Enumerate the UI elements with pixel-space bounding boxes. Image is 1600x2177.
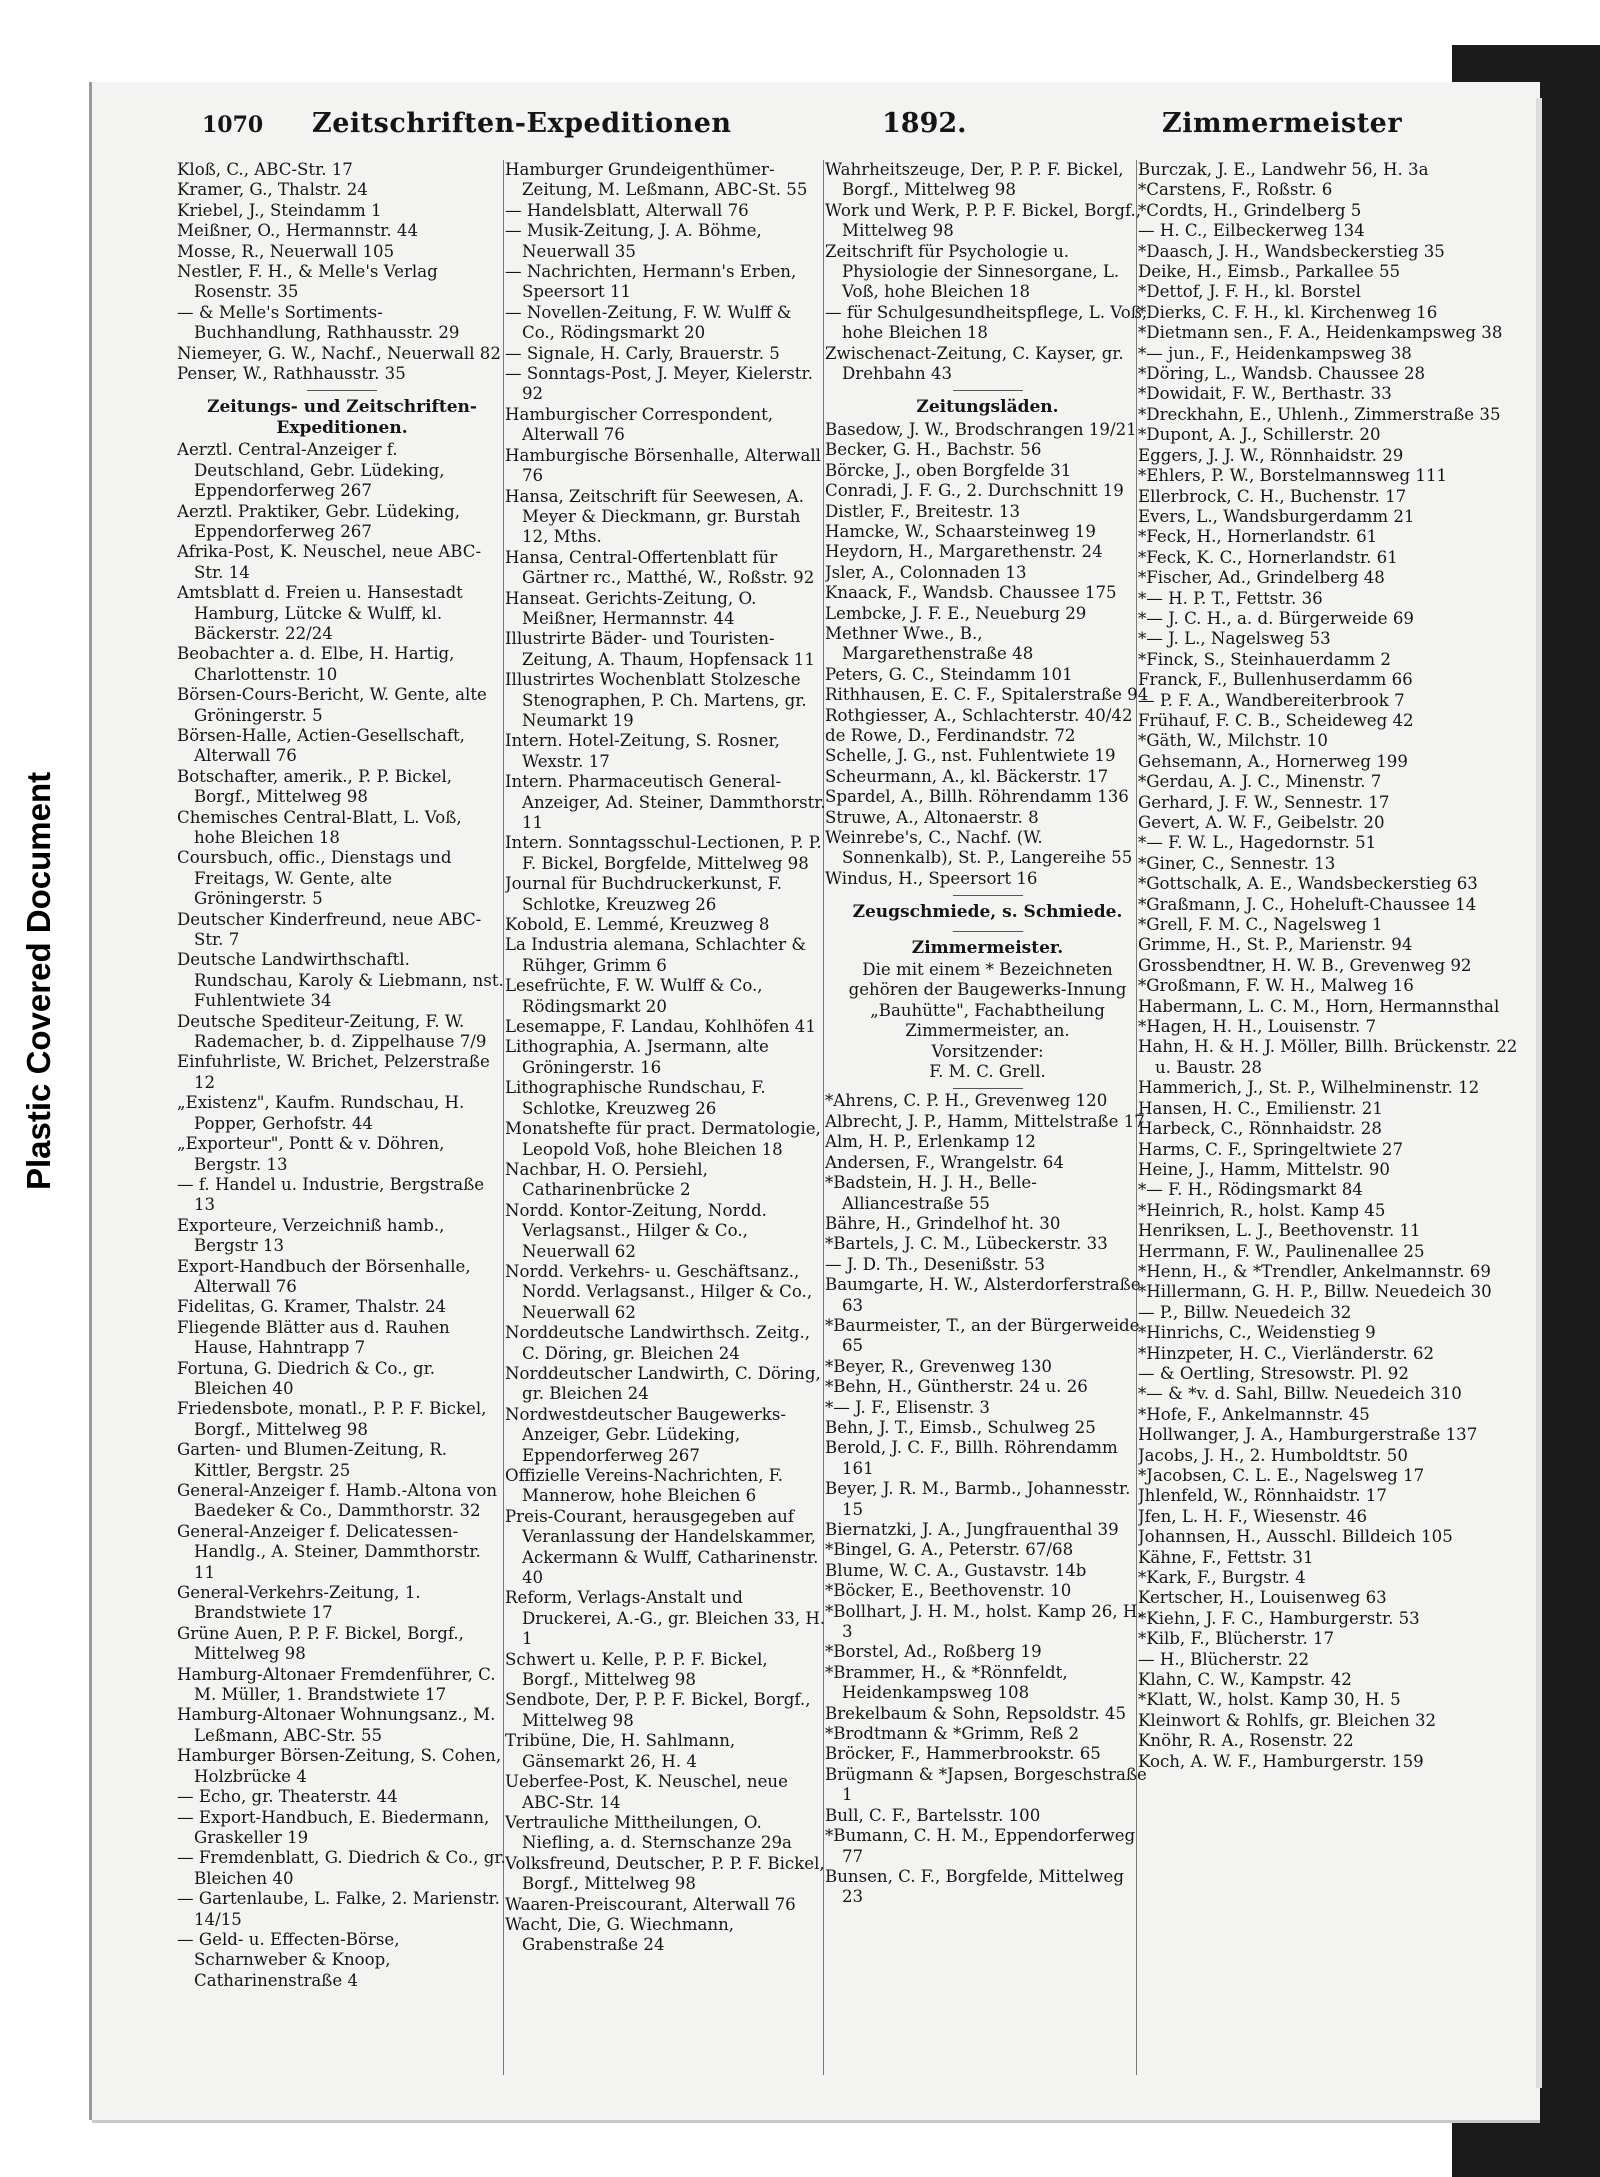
directory-entry: — Echo, gr. Theaterstr. 44 bbox=[177, 1787, 398, 1807]
directory-entry: Harms, C. F., Springeltwiete 27 bbox=[1138, 1139, 1404, 1159]
section-intro: Die mit einem * Bezeichneten gehören der Baugewerks-Innung „Bauhütte", Fachabtheilung Zimmermeister, an. bbox=[848, 960, 1127, 1041]
directory-entry: — P., Billw. Neuedeich 32 bbox=[1138, 1302, 1352, 1322]
directory-entry: *Dowidait, F. W., Berthastr. 33 bbox=[1138, 384, 1392, 404]
directory-entry: *Gerdau, A. J. C., Minenstr. 7 bbox=[1138, 772, 1382, 792]
directory-entry: Kleinwort & Rohlfs, gr. Bleichen 32 bbox=[1138, 1710, 1437, 1730]
directory-entry: Garten- und Blumen-Zeitung, R. Kittler, Bergstr. 25 bbox=[177, 1440, 448, 1480]
directory-entry: Hansen, H. C., Emilienstr. 21 bbox=[1138, 1098, 1383, 1118]
page-title: Zeitschriften-Expeditionen bbox=[312, 108, 732, 139]
directory-entry: Hollwanger, J. A., Hamburgerstraße 137 bbox=[1138, 1425, 1478, 1445]
directory-entry: *Hinrichs, C., Weidenstieg 9 bbox=[1138, 1323, 1376, 1343]
directory-entry: *Dietmann sen., F. A., Heidenkampsweg 38 bbox=[1138, 323, 1503, 343]
directory-entry: — P. F. A., Wandbereiterbrook 7 bbox=[1138, 690, 1405, 710]
directory-entry: Henriksen, L. J., Beethovenstr. 11 bbox=[1138, 1221, 1421, 1241]
directory-entry: Biernatzki, J. A., Jungfrauenthal 39 bbox=[825, 1520, 1119, 1539]
directory-entry: *Bollhart, J. H. M., holst. Kamp 26, H. 3 bbox=[825, 1601, 1143, 1642]
directory-entry: — H., Blücherstr. 22 bbox=[1138, 1649, 1310, 1669]
directory-entry: *Cordts, H., Grindelberg 5 bbox=[1138, 200, 1362, 220]
directory-entry: Methner Wwe., B., Margarethenstraße 48 bbox=[825, 623, 1034, 664]
directory-entry: Kloß, C., ABC-Str. 17 bbox=[177, 160, 353, 179]
entry-list bbox=[505, 160, 827, 1956]
section-rule bbox=[953, 931, 1023, 932]
section-rule bbox=[953, 895, 1023, 896]
section-rule bbox=[307, 390, 377, 391]
directory-entry: La Industria alemana, Schlachter & Rühger, Grimm 6 bbox=[505, 935, 807, 975]
entry-list bbox=[177, 440, 507, 1991]
column-3 bbox=[825, 160, 1150, 2090]
directory-entry: Harbeck, C., Rönnhaidstr. 28 bbox=[1138, 1119, 1382, 1139]
directory-entry: *Gottschalk, A. E., Wandsbeckerstieg 63 bbox=[1138, 874, 1478, 894]
directory-entry: Norddeutsche Landwirthsch. Zeitg., C. Döring, gr. Bleichen 24 bbox=[505, 1323, 811, 1363]
directory-entry: Brekelbaum & Sohn, Repsoldstr. 45 bbox=[825, 1703, 1126, 1723]
directory-entry: Fortuna, G. Diedrich & Co., gr. Bleichen 40 bbox=[177, 1358, 436, 1398]
directory-entry: — Handelsblatt, Alterwall 76 bbox=[505, 200, 749, 220]
directory-entry: *— F. H., Rödingsmarkt 84 bbox=[1138, 1180, 1363, 1200]
directory-entry: Blume, W. C. A., Gustavstr. 14b bbox=[825, 1560, 1087, 1580]
directory-entry: Lembcke, J. F. E., Neueburg 29 bbox=[825, 603, 1087, 623]
directory-entry: Jsler, A., Colonnaden 13 bbox=[825, 562, 1027, 582]
directory-entry: *Klatt, W., holst. Kamp 30, H. 5 bbox=[1138, 1690, 1401, 1710]
directory-entry: — & Oertling, Stresowstr. Pl. 92 bbox=[1138, 1363, 1409, 1383]
entry-list bbox=[177, 160, 507, 384]
directory-entry: — für Schulgesundheitspflege, L. Voß, hohe Bleichen 18 bbox=[825, 302, 1148, 343]
directory-entry: Chemisches Central-Blatt, L. Voß, hohe Bleichen 18 bbox=[177, 807, 462, 847]
directory-entry: Hansa, Zeitschrift für Seewesen, A. Meyer & Dieckmann, gr. Burstah 12, Mths. bbox=[505, 486, 805, 547]
chair-label: Vorsitzender: bbox=[931, 1041, 1044, 1061]
directory-entry: Amtsblatt d. Freien u. Hansestadt Hamburg, Lütcke & Wulff, kl. Bäckerstr. 22/24 bbox=[177, 583, 463, 643]
directory-entry: General-Anzeiger f. Hamb.-Altona von Baedeker & Co., Dammthorstr. 32 bbox=[177, 1481, 498, 1521]
directory-entry: *— F. W. L., Hagedornstr. 51 bbox=[1138, 833, 1377, 853]
directory-entry: Gehsemann, A., Hornerweg 199 bbox=[1138, 751, 1408, 771]
directory-entry: *Hillermann, G. H. P., Billw. Neuedeich 30 bbox=[1138, 1282, 1492, 1302]
directory-entry: Knaack, F., Wandsb. Chaussee 175 bbox=[825, 583, 1117, 603]
directory-entry: Hamburg-Altonaer Wohnungsanz., M. Leßmann, ABC-Str. 55 bbox=[177, 1705, 496, 1745]
directory-entry: Aerztl. Central-Anzeiger f. Deutschland, Gebr. Lüdeking, Eppendorferweg 267 bbox=[177, 440, 445, 501]
directory-entry: *Badstein, H. J. H., Belle-Alliancestraße 55 bbox=[825, 1173, 1037, 1213]
section-rule bbox=[953, 390, 1023, 391]
directory-entry: *Baurmeister, T., an der Bürgerweide 65 bbox=[825, 1315, 1140, 1356]
directory-entry: Kramer, G., Thalstr. 24 bbox=[177, 180, 368, 200]
directory-entry: Berold, J. C. F., Billh. Röhrendamm 161 bbox=[825, 1438, 1118, 1478]
directory-entry: Hamburger Börsen-Zeitung, S. Cohen, Holzbrücke 4 bbox=[177, 1746, 502, 1786]
column-1 bbox=[177, 160, 507, 2090]
directory-entry: — Fremdenblatt, G. Diedrich & Co., gr. Bleichen 40 bbox=[177, 1848, 506, 1888]
directory-entry: Schwert u. Kelle, P. P. F. Bickel, Borgf., Mittelweg 98 bbox=[505, 1649, 768, 1690]
directory-entry: Kobold, E. Lemmé, Kreuzweg 8 bbox=[505, 915, 770, 935]
entry-list bbox=[825, 1091, 1150, 1907]
directory-entry: Wahrheitszeuge, Der, P. P. F. Bickel, Borgf., Mittelweg 98 bbox=[825, 160, 1124, 200]
entry-list bbox=[1138, 160, 1532, 1772]
directory-entry: Grimme, H., St. P., Marienstr. 94 bbox=[1138, 935, 1413, 955]
directory-entry: Johannsen, H., Ausschl. Billdeich 105 bbox=[1138, 1527, 1453, 1547]
directory-entry: *Ahrens, C. P. H., Grevenweg 120 bbox=[825, 1091, 1108, 1111]
directory-entry: Zeitschrift für Psychologie u. Physiologie der Sinnesorgane, L. Voß, hohe Bleichen 18 bbox=[825, 241, 1120, 302]
directory-entry: Hamburgischer Correspondent, Alterwall 76 bbox=[505, 404, 774, 445]
directory-entry: Rothgiesser, A., Schlachterstr. 40/42 bbox=[825, 705, 1133, 725]
section-heading: Zeugschmiede, s. Schmiede. bbox=[852, 902, 1123, 923]
directory-entry: Alm, H. P., Erlenkamp 12 bbox=[825, 1132, 1036, 1152]
directory-entry: Bähre, H., Grindelhof ht. 30 bbox=[825, 1213, 1061, 1233]
directory-entry: Vertrauliche Mittheilungen, O. Niefling, a. d. Sternschanze 29a bbox=[505, 1812, 792, 1853]
directory-entry: Brügmann & *Japsen, Borgeschstraße 1 bbox=[825, 1764, 1147, 1805]
directory-entry: *Feck, H., Hornerlandstr. 61 bbox=[1138, 527, 1378, 547]
directory-entry: Grüne Auen, P. P. F. Bickel, Borgf., Mittelweg 98 bbox=[177, 1623, 464, 1664]
directory-entry: Basedow, J. W., Brodschrangen 19/21 bbox=[825, 419, 1137, 439]
directory-entry: Volksfreund, Deutscher, P. P. F. Bickel, Borgf., Mittelweg 98 bbox=[505, 1853, 825, 1894]
directory-entry: *Carstens, F., Roßstr. 6 bbox=[1138, 180, 1333, 200]
directory-entry: *Bumann, C. H. M., Eppendorferweg 77 bbox=[825, 1826, 1136, 1866]
directory-entry: Einfuhrliste, W. Brichet, Pelzerstraße 12 bbox=[177, 1052, 490, 1092]
directory-entry: *Daasch, J. H., Wandsbeckerstieg 35 bbox=[1138, 241, 1445, 261]
directory-entry: *Ehlers, P. W., Borstelmannsweg 111 bbox=[1138, 466, 1448, 486]
directory-entry: Exporteure, Verzeichniß hamb., Bergstr 13 bbox=[177, 1215, 445, 1256]
directory-entry: *Behn, H., Güntherstr. 24 u. 26 bbox=[825, 1377, 1088, 1397]
directory-entry: Struwe, A., Altonaerstr. 8 bbox=[825, 807, 1039, 827]
section-rule bbox=[953, 1088, 1023, 1089]
directory-entry: Börsen-Halle, Actien-Gesellschaft, Alterwall 76 bbox=[177, 725, 465, 766]
directory-entry: *Döring, L., Wandsb. Chaussee 28 bbox=[1138, 364, 1426, 384]
directory-entry: Gevert, A. W. F., Geibelstr. 20 bbox=[1138, 813, 1385, 832]
directory-entry: Nachbar, H. O. Persiehl, Catharinenbrücke 2 bbox=[505, 1159, 708, 1200]
directory-entry: Hamburgische Börsenhalle, Alterwall 76 bbox=[505, 445, 821, 486]
directory-entry: — Export-Handbuch, E. Biedermann, Graskeller 19 bbox=[177, 1807, 490, 1847]
directory-entry: Waaren-Preiscourant, Alterwall 76 bbox=[505, 1894, 796, 1914]
directory-entry: *Großmann, F. W. H., Malweg 16 bbox=[1138, 976, 1414, 996]
column-4 bbox=[1138, 160, 1532, 2090]
directory-entry: *— J. F., Elisenstr. 3 bbox=[825, 1397, 990, 1417]
directory-entry: *Bingel, G. A., Peterstr. 67/68 bbox=[825, 1540, 1074, 1560]
directory-entry: General-Verkehrs-Zeitung, 1. Brandstwiete 17 bbox=[177, 1583, 421, 1623]
page-header bbox=[202, 102, 1502, 148]
directory-entry: Penser, W., Rathhausstr. 35 bbox=[177, 364, 406, 384]
directory-entry: Jhlenfeld, W., Rönnhaidstr. 17 bbox=[1138, 1486, 1387, 1506]
directory-entry: Bröcker, F., Hammerbrookstr. 65 bbox=[825, 1744, 1101, 1764]
directory-entry: Fidelitas, G. Kramer, Thalstr. 24 bbox=[177, 1297, 447, 1317]
directory-entry: *Hinzpeter, H. C., Vierländerstr. 62 bbox=[1138, 1343, 1435, 1363]
page-year: 1892. bbox=[882, 108, 967, 139]
directory-entry: Mosse, R., Neuerwall 105 bbox=[177, 241, 395, 261]
directory-entry: *— J. L., Nagelsweg 53 bbox=[1138, 629, 1331, 649]
directory-entry: Lesemappe, F. Landau, Kohlhöfen 41 bbox=[505, 1017, 816, 1037]
directory-entry: Schelle, J. G., nst. Fuhlentwiete 19 bbox=[825, 746, 1116, 766]
directory-entry: Monatshefte für pract. Dermatologie, Leopold Voß, hohe Bleichen 18 bbox=[505, 1119, 821, 1159]
directory-entry: *Dierks, C. F. H., kl. Kirchenweg 16 bbox=[1138, 302, 1438, 322]
directory-entry: Kähne, F., Fettstr. 31 bbox=[1138, 1547, 1314, 1567]
directory-entry: Lesefrüchte, F. W. Wulff & Co., Rödingsmarkt 20 bbox=[505, 976, 763, 1016]
directory-entry: *Kark, F., Burgstr. 4 bbox=[1138, 1568, 1306, 1588]
directory-entry: *Grell, F. M. C., Nagelsweg 1 bbox=[1138, 915, 1383, 935]
directory-entry: Intern. Sonntagsschul-Lectionen, P. P. F. Bickel, Borgfelde, Mittelweg 98 bbox=[505, 833, 822, 873]
directory-entry: Norddeutscher Landwirth, C. Döring, gr. Bleichen 24 bbox=[505, 1363, 821, 1404]
directory-entry: Niemeyer, G. W., Nachf., Neuerwall 82 bbox=[177, 343, 501, 363]
directory-entry: *Graßmann, J. C., Hoheluft-Chaussee 14 bbox=[1138, 894, 1477, 914]
column-2 bbox=[505, 160, 827, 2090]
directory-entry: Herrmann, F. W., Paulinenallee 25 bbox=[1138, 1241, 1425, 1261]
directory-entry: Hahn, H. & H. J. Möller, Billh. Brückenstr. 22 u. Baustr. 28 bbox=[1138, 1037, 1518, 1077]
directory-entry: Deutscher Kinderfreund, neue ABC-Str. 7 bbox=[177, 909, 482, 950]
directory-entry: Heydorn, H., Margarethenstr. 24 bbox=[825, 542, 1103, 562]
directory-entry: — Nachrichten, Hermann's Erben, Speersort 11 bbox=[505, 262, 797, 302]
directory-entry: Börcke, J., oben Borgfelde 31 bbox=[825, 460, 1072, 480]
directory-entry: Friedensbote, monatl., P. P. F. Bickel, Borgf., Mittelweg 98 bbox=[177, 1399, 487, 1439]
directory-entry: *— H. P. T., Fettstr. 36 bbox=[1138, 588, 1323, 608]
directory-entry: de Rowe, D., Ferdinandstr. 72 bbox=[825, 725, 1076, 745]
directory-entry: Andersen, F., Wrangelstr. 64 bbox=[825, 1152, 1064, 1172]
directory-entry: *Hagen, H. H., Louisenstr. 7 bbox=[1138, 1017, 1377, 1037]
directory-entry: Habermann, L. C. M., Horn, Hermannsthal bbox=[1138, 996, 1500, 1016]
directory-entry: — Novellen-Zeitung, F. W. Wulff & Co., Rödingsmarkt 20 bbox=[505, 302, 792, 343]
directory-entry: *Brodtmann & *Grimm, Reß 2 bbox=[825, 1724, 1080, 1744]
directory-entry: General-Anzeiger f. Delicatessen-Handlg., A. Steiner, Dammthorstr. 11 bbox=[177, 1521, 481, 1582]
directory-entry: — Gartenlaube, L. Falke, 2. Marienstr. 14/15 bbox=[177, 1889, 500, 1929]
directory-entry: Heine, J., Hamm, Mittelstr. 90 bbox=[1138, 1159, 1390, 1179]
directory-entry: — Geld- u. Effecten-Börse, Scharnweber & Knoop, Catharinenstraße 4 bbox=[177, 1929, 400, 1990]
directory-entry: Behn, J. T., Eimsb., Schulweg 25 bbox=[825, 1417, 1096, 1437]
directory-entry: *Kiehn, J. F. C., Hamburgerstr. 53 bbox=[1138, 1608, 1420, 1628]
directory-entry: *Dupont, A. J., Schillerstr. 20 bbox=[1138, 425, 1381, 445]
directory-entry: Jfen, L. H. F., Wiesenstr. 46 bbox=[1138, 1506, 1368, 1526]
directory-entry: Weinrebe's, C., Nachf. (W. Sonnenkalb), St. P., Langereihe 55 bbox=[825, 828, 1133, 868]
directory-entry: *Borstel, Ad., Roßberg 19 bbox=[825, 1642, 1042, 1662]
directory-entry: — & Melle's Sortiments-Buchhandlung, Rathhausstr. 29 bbox=[177, 302, 460, 343]
section-heading: Zeitungs- und Zeitschriften-Expeditionen. bbox=[207, 397, 477, 438]
entry-list bbox=[825, 420, 1150, 889]
directory-entry: *Heinrich, R., holst. Kamp 45 bbox=[1138, 1200, 1386, 1220]
directory-entry: „Existenz", Kaufm. Rundschau, H. Popper, Gerhofstr. 44 bbox=[177, 1093, 465, 1133]
directory-entry: Preis-Courant, herausgegeben auf Veranlassung der Handelskammer, Ackermann & Wulff, Catharinenstr. 40 bbox=[505, 1506, 819, 1588]
directory-entry: Klahn, C. W., Kampstr. 42 bbox=[1138, 1670, 1352, 1690]
directory-entry: Bunsen, C. F., Borgfelde, Mittelweg 23 bbox=[825, 1866, 1124, 1907]
directory-entry: *Gäth, W., Milchstr. 10 bbox=[1138, 731, 1328, 751]
directory-entry: Work und Werk, P. P. F. Bickel, Borgf., Mittelweg 98 bbox=[825, 200, 1142, 241]
directory-entry: Albrecht, J. P., Hamm, Mittelstraße 17 bbox=[825, 1111, 1145, 1131]
directory-entry: Grossbendtner, H. W. B., Grevenweg 92 bbox=[1138, 955, 1472, 975]
directory-entry: Offizielle Vereins-Nachrichten, F. Mannerow, hohe Bleichen 6 bbox=[505, 1466, 783, 1506]
directory-entry: — H. C., Eilbeckerweg 134 bbox=[1138, 221, 1365, 241]
directory-entry: *Hofe, F., Ankelmannstr. 45 bbox=[1138, 1404, 1370, 1424]
directory-entry: Hamcke, W., Schaarsteinweg 19 bbox=[825, 521, 1096, 541]
page-right-title: Zimmermeister bbox=[1162, 108, 1403, 139]
directory-entry: Jacobs, J. H., 2. Humboldtstr. 50 bbox=[1138, 1445, 1408, 1465]
directory-entry: Nordd. Verkehrs- u. Geschäftsanz., Nordd. Verlagsanst., Hilger & Co., Neuerwall 62 bbox=[505, 1261, 813, 1322]
directory-entry: — Sonntags-Post, J. Meyer, Kielerstr. 92 bbox=[505, 364, 813, 404]
directory-entry: — f. Handel u. Industrie, Bergstraße 13 bbox=[177, 1174, 485, 1215]
directory-entry: — J. D. Th., Desenißstr. 53 bbox=[825, 1254, 1046, 1274]
directory-entry: Deike, H., Eimsb., Parkallee 55 bbox=[1138, 262, 1401, 282]
directory-entry: Hamburg-Altonaer Fremdenführer, C. M. Müller, 1. Brandstwiete 17 bbox=[177, 1664, 496, 1705]
directory-entry: Journal für Buchdruckerkunst, F. Schlotke, Kreuzweg 26 bbox=[505, 874, 783, 914]
directory-entry: *— & *v. d. Sahl, Billw. Neuedeich 310 bbox=[1138, 1384, 1462, 1404]
directory-entry: Baumgarte, H. W., Alsterdorferstraße 63 bbox=[825, 1275, 1141, 1315]
directory-entry: Koch, A. W. F., Hamburgerstr. 159 bbox=[1138, 1751, 1424, 1771]
directory-entry: Meißner, O., Hermannstr. 44 bbox=[177, 221, 419, 241]
directory-entry: *Fischer, Ad., Grindelberg 48 bbox=[1138, 568, 1385, 588]
directory-entry: Intern. Pharmaceutisch General-Anzeiger, Ad. Steiner, Dammthorstr. 11 bbox=[505, 772, 826, 832]
directory-entry: Botschafter, amerik., P. P. Bickel, Borgf., Mittelweg 98 bbox=[177, 766, 453, 807]
directory-entry: Knöhr, R. A., Rosenstr. 22 bbox=[1138, 1731, 1354, 1751]
directory-entry: *Dettof, J. F. H., kl. Borstel bbox=[1138, 282, 1361, 302]
chair-name: F. M. C. Grell. bbox=[929, 1062, 1046, 1082]
directory-entry: Evers, L., Wandsburgerdamm 21 bbox=[1138, 506, 1415, 526]
directory-entry: *Brammer, H., & *Rönnfeldt, Heidenkampsweg 108 bbox=[825, 1662, 1068, 1703]
directory-entry: Deutsche Spediteur-Zeitung, F. W. Rademacher, b. d. Zippelhause 7/9 bbox=[177, 1011, 487, 1052]
directory-entry: Bull, C. F., Bartelsstr. 100 bbox=[825, 1805, 1041, 1825]
directory-entry: *Beyer, R., Grevenweg 130 bbox=[825, 1356, 1052, 1376]
directory-entry: Hammerich, J., St. P., Wilhelminenstr. 12 bbox=[1138, 1078, 1480, 1098]
directory-entry: Aerztl. Praktiker, Gebr. Lüdeking, Eppendorferweg 267 bbox=[177, 501, 461, 541]
directory-entry: Zwischenact-Zeitung, C. Kayser, gr. Drehbahn 43 bbox=[825, 343, 1124, 384]
directory-entry: Lithographia, A. Jsermann, alte Gröningerstr. 16 bbox=[505, 1037, 769, 1077]
directory-entry: Gerhard, J. F. W., Sennestr. 17 bbox=[1138, 792, 1390, 812]
directory-entry: Hanseat. Gerichts-Zeitung, O. Meißner, Hermannstr. 44 bbox=[505, 588, 757, 628]
directory-entry: Afrika-Post, K. Neuschel, neue ABC-Str. 14 bbox=[177, 542, 482, 582]
directory-entry: Deutsche Landwirthschaftl. Rundschau, Karoly & Liebmann, nst. Fuhlentwiete 34 bbox=[177, 950, 504, 1011]
directory-entry: Nordd. Kontor-Zeitung, Nordd. Verlagsanst., Hilger & Co., Neuerwall 62 bbox=[505, 1200, 767, 1261]
directory-entry: Burczak, J. E., Landwehr 56, H. 3a bbox=[1138, 160, 1429, 179]
directory-entry: *Böcker, E., Beethovenstr. 10 bbox=[825, 1581, 1072, 1601]
directory-entry: Intern. Hotel-Zeitung, S. Rosner, Wexstr. 17 bbox=[505, 731, 780, 771]
directory-entry: Distler, F., Breitestr. 13 bbox=[825, 501, 1021, 521]
directory-entry: Illustrirte Bäder- und Touristen-Zeitung, A. Thaum, Hopfensack 11 bbox=[505, 629, 815, 669]
entry-list bbox=[825, 160, 1150, 384]
directory-entry: *Jacobsen, C. L. E., Nagelsweg 17 bbox=[1138, 1466, 1425, 1485]
directory-entry: *— jun., F., Heidenkampsweg 38 bbox=[1138, 343, 1412, 363]
directory-entry: Frühauf, F. C. B., Scheideweg 42 bbox=[1138, 710, 1414, 730]
directory-entry: Hamburger Grundeigenthümer-Zeitung, M. Leßmann, ABC-St. 55 bbox=[505, 160, 808, 200]
directory-entry: — Signale, H. Carly, Brauerstr. 5 bbox=[505, 343, 780, 363]
section-heading: Zeitungsläden. bbox=[916, 397, 1059, 418]
directory-entry: Nordwestdeutscher Baugewerks-Anzeiger, Gebr. Lüdeking, Eppendorferweg 267 bbox=[505, 1404, 786, 1465]
document-page bbox=[92, 82, 1540, 2120]
directory-entry: *Bartels, J. C. M., Lübeckerstr. 33 bbox=[825, 1234, 1108, 1254]
directory-entry: Coursbuch, offic., Dienstags und Freitags, W. Gente, alte Gröningerstr. 5 bbox=[177, 848, 452, 909]
directory-entry: Becker, G. H., Bachstr. 56 bbox=[825, 440, 1042, 460]
directory-entry: Illustrirtes Wochenblatt Stolzesche Stenographen, P. Ch. Martens, gr. Neumarkt 19 bbox=[505, 670, 807, 730]
directory-entry: Ueberfee-Post, K. Neuschel, neue ABC-Str. 14 bbox=[505, 1772, 788, 1812]
directory-entry: *Giner, C., Sennestr. 13 bbox=[1138, 853, 1336, 873]
directory-entry: Sendbote, Der, P. P. F. Bickel, Borgf., Mittelweg 98 bbox=[505, 1690, 811, 1730]
directory-entry: Spardel, A., Billh. Röhrendamm 136 bbox=[825, 787, 1129, 807]
directory-entry: *Dreckhahn, E., Uhlenh., Zimmerstraße 35 bbox=[1138, 404, 1501, 424]
directory-entry: *Kilb, F., Blücherstr. 17 bbox=[1138, 1629, 1335, 1649]
directory-entry: *— J. C. H., a. d. Bürgerweide 69 bbox=[1138, 608, 1414, 628]
directory-entry: Hansa, Central-Offertenblatt für Gärtner rc., Matthé, W., Roßstr. 92 bbox=[505, 547, 815, 588]
directory-entry: Nestler, F. H., & Melle's Verlag Rosenstr. 35 bbox=[177, 262, 438, 302]
directory-entry: Franck, F., Bullenhuserdamm 66 bbox=[1138, 670, 1413, 690]
directory-entry: Kertscher, H., Louisenweg 63 bbox=[1138, 1588, 1387, 1608]
directory-entry: Wacht, Die, G. Wiechmann, Grabenstraße 24 bbox=[505, 1914, 735, 1955]
directory-entry: Export-Handbuch der Börsenhalle, Alterwall 76 bbox=[177, 1256, 471, 1296]
directory-entry: Beobachter a. d. Elbe, H. Hartig, Charlottenstr. 10 bbox=[177, 644, 455, 684]
directory-entry: Fliegende Blätter aus d. Rauhen Hause, Hahntrapp 7 bbox=[177, 1317, 450, 1358]
section-heading: Zimmermeister. bbox=[911, 937, 1064, 958]
directory-entry: *Henn, H., & *Trendler, Ankelmannstr. 69 bbox=[1138, 1261, 1491, 1281]
directory-entry: Windus, H., Speersort 16 bbox=[825, 868, 1038, 888]
side-label: Plastic Covered Document bbox=[20, 771, 57, 1190]
directory-entry: Lithographische Rundschau, F. Schlotke, Kreuzweg 26 bbox=[505, 1078, 766, 1118]
page-number: 1070 bbox=[202, 112, 264, 138]
directory-entry: Reform, Verlags-Anstalt und Druckerei, A.-G., gr. Bleichen 33, H. 1 bbox=[505, 1588, 826, 1649]
directory-entry: Beyer, J. R. M., Barmb., Johannesstr. 15 bbox=[825, 1479, 1131, 1519]
directory-entry: *Finck, S., Steinhauerdamm 2 bbox=[1138, 649, 1391, 669]
directory-entry: Kriebel, J., Steindamm 1 bbox=[177, 200, 382, 220]
directory-entry: Rithhausen, E. C. F., Spitalerstraße 94 bbox=[825, 685, 1149, 705]
directory-entry: Peters, G. C., Steindamm 101 bbox=[825, 664, 1073, 684]
directory-entry: „Exporteur", Pontt & v. Döhren, Bergstr. 13 bbox=[177, 1134, 445, 1174]
directory-entry: *Feck, K. C., Hornerlandstr. 61 bbox=[1138, 547, 1398, 567]
directory-entry: — Musik-Zeitung, J. A. Böhme, Neuerwall 35 bbox=[505, 221, 762, 261]
directory-entry: Scheurmann, A., kl. Bäckerstr. 17 bbox=[825, 766, 1109, 786]
directory-entry: Ellerbrock, C. H., Buchenstr. 17 bbox=[1138, 486, 1407, 506]
directory-entry: Tribüne, Die, H. Sahlmann, Gänsemarkt 26, H. 4 bbox=[505, 1731, 736, 1771]
directory-entry: Eggers, J. J. W., Rönnhaidstr. 29 bbox=[1138, 445, 1404, 465]
directory-entry: Conradi, J. F. G., 2. Durchschnitt 19 bbox=[825, 481, 1124, 501]
directory-entry: Börsen-Cours-Bericht, W. Gente, alte Gröningerstr. 5 bbox=[177, 685, 487, 725]
page-edge bbox=[1536, 98, 1542, 2088]
